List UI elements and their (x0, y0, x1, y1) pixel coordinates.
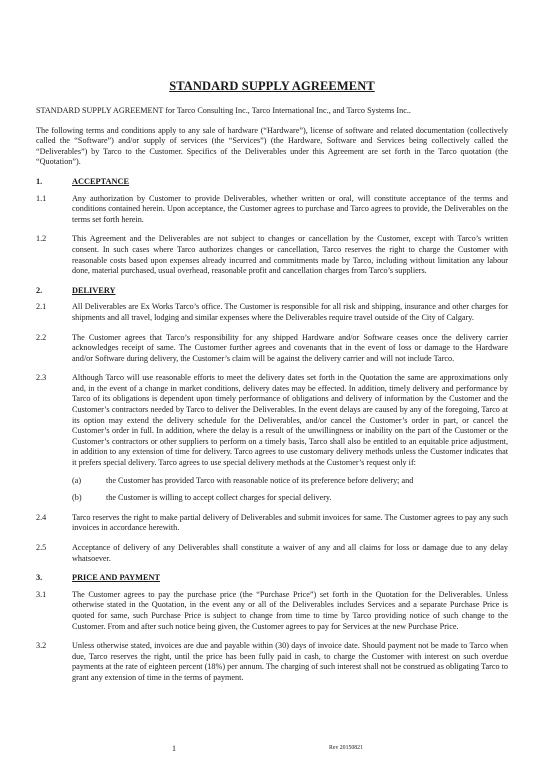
intro-paragraph: STANDARD SUPPLY AGREEMENT for Tarco Consulting Inc., Tarco International Inc., and Tarco Systems Inc.. (36, 106, 411, 115)
document-title: STANDARD SUPPLY AGREEMENT (169, 79, 375, 93)
clause-number: 3.1 (36, 589, 47, 599)
subclause-number: (a) (72, 475, 82, 485)
clause-3-2 (36, 641, 508, 683)
clause-number: 2.3 (36, 373, 47, 383)
clause-2-3 (36, 373, 508, 468)
section-heading-acceptance (36, 177, 508, 188)
clause-text: Although Tarco will use reasonable efforts to meet the delivery dates set forth in the Quotation the same are approximations only and, in the event of a change in market conditions, delivery dates may be effected. In addition, timely delivery and performance by Tarco of its obligations is dependent upon timely performance of obligations and delivery of information by the Customer and the Customer’s contractors needed by Tarco to deliver the Deliverables. In the event delays are caused by any of the foregoing, Tarco at its option may extend the delivery schedule for the Deliverables, and/or cancel the Customer’s order in part, or cancel the Customer’s order in full. In addition, where the delay is a result of the unwillingness or inability on the part of the Customer or the Customer’s contractors or other suppliers to perform on a timely basis, Tarco shall also be entitled to an equitable price adjustment, in addition to any extension of time for delivery. Tarco agrees to use customary delivery methods unless the Customer indicates that it prefers special delivery. Tarco agrees to use special delivery methods at the Customer’s request only if: (72, 373, 508, 468)
clause-1-2 (36, 234, 508, 276)
section-title: PRICE AND PAYMENT (72, 573, 161, 583)
clause-text: Tarco reserves the right to make partial delivery of Deliverables and submit invoices for same. The Customer agrees to pay any such invoices in accordance herewith. (72, 512, 508, 533)
clause-2-2 (36, 333, 508, 365)
clause-3-1 (36, 590, 508, 632)
section-number: 2. (36, 285, 43, 295)
clause-2-5 (36, 543, 508, 564)
preamble-paragraph: The following terms and conditions apply to any sale of hardware (“Hardware”), license of software and related documentation (collectively called the “Software”) and/or supply of services (the “Services”) (the Hardware, Software and Services being collectively called the “Deliverables”) by Tarco to the Customer. Specifics of the Deliverables under this Agreement are set forth in the Tarco quotation (the “Quotation”). (36, 125, 508, 167)
clause-number: 1.1 (36, 193, 47, 203)
revision-label: Rev 20150821 (329, 745, 363, 751)
clause-text: All Deliverables are Ex Works Tarco’s office. The Customer is responsible for all risk and shipping, insurance and other charges for shipments and all travel, lodging and similar expenses where the Deliverables require travel outside of the City of Calgary. (72, 302, 508, 322)
subclause-number: (b) (72, 493, 82, 503)
section-number: 1. (36, 176, 43, 186)
clause-2-4 (36, 513, 508, 534)
clause-text: The Customer agrees to pay the purchase price (the “Purchase Price”) set forth in the Quotation for the Deliverables. Unless otherwise stated in the Quotation, in the event any or all of the Deliverables includes Services and a separate Purchase Price is quoted for same, such Purchase Price is subject to change from time to time by Tarco providing notice of such change to the Customer. From and after such notice being given, the Customer agrees to pay for Services at the new Purchase Price. (72, 589, 508, 631)
section-heading-delivery (36, 286, 508, 297)
subclause-a (72, 476, 508, 487)
section-title: DELIVERY (72, 285, 116, 295)
clause-text: The Customer agrees that Tarco’s responsibility for any shipped Hardware and/or Software ceases once the delivery carrier acknowledges receipt of same. The Customer further agrees and covenants that in the event of loss or damage to the Hardware and/or Software during delivery, the Customer’s claim will be against the delivery carrier and will not include Tarco. (72, 332, 508, 363)
clause-number: 3.2 (36, 641, 47, 651)
page-number: 1 (172, 744, 176, 753)
clause-number: 1.2 (36, 234, 47, 244)
clause-number: 2.2 (36, 332, 47, 342)
subclause-text: the Customer has provided Tarco with reasonable notice of its preference before delivery; and (106, 475, 414, 485)
clause-2-1 (36, 302, 508, 323)
clause-number: 2.4 (36, 512, 47, 522)
section-number: 3. (36, 573, 43, 583)
clause-text: Acceptance of delivery of any Deliverables shall constitute a waiver of any and all claims for loss or damage due to any delay whatsoever. (72, 543, 508, 563)
clause-text: Any authorization by Customer to provide Deliverables, whether written or oral, will constitute acceptance of the terms and conditions contained herein. Upon acceptance, the Customer agrees to purchase and Tarco agrees to provide, the Deliverables on the terms set forth herein. (72, 193, 508, 224)
clause-number: 2.5 (36, 543, 47, 552)
section-heading-price-and-payment (36, 573, 508, 584)
clause-1-1 (36, 194, 508, 226)
subclause-text: the Customer is willing to accept collect charges for special delivery. (106, 493, 332, 503)
clause-number: 2.1 (36, 302, 47, 312)
section-title: ACCEPTANCE (72, 176, 130, 186)
clause-text: This Agreement and the Deliverables are not subject to changes or cancellation by the Customer, except with Tarco’s written consent. In such cases where Tarco authorizes changes or cancellation, Tarco reserves the right to charge the Customer with reasonable costs based upon expenses already incurred and commitments made by Tarco, including without limitation any labour done, material purchased, usual overhead, reasonable profit and cancellation charges from Tarco’s suppliers. (72, 234, 508, 276)
clause-text: Unless otherwise stated, invoices are due and payable within (30) days of invoice date. Should payment not be made to Tarco when due, Tarco reserves the right, until the price has been fully paid in cash, to charge the Customer with interest on such overdue payments at the rate of eighteen percent (18%) per annum. The charging of such interest shall not be construed as obligating Tarco to grant any extension of time in the terms of payment. (72, 641, 508, 682)
subclause-b (72, 493, 508, 504)
